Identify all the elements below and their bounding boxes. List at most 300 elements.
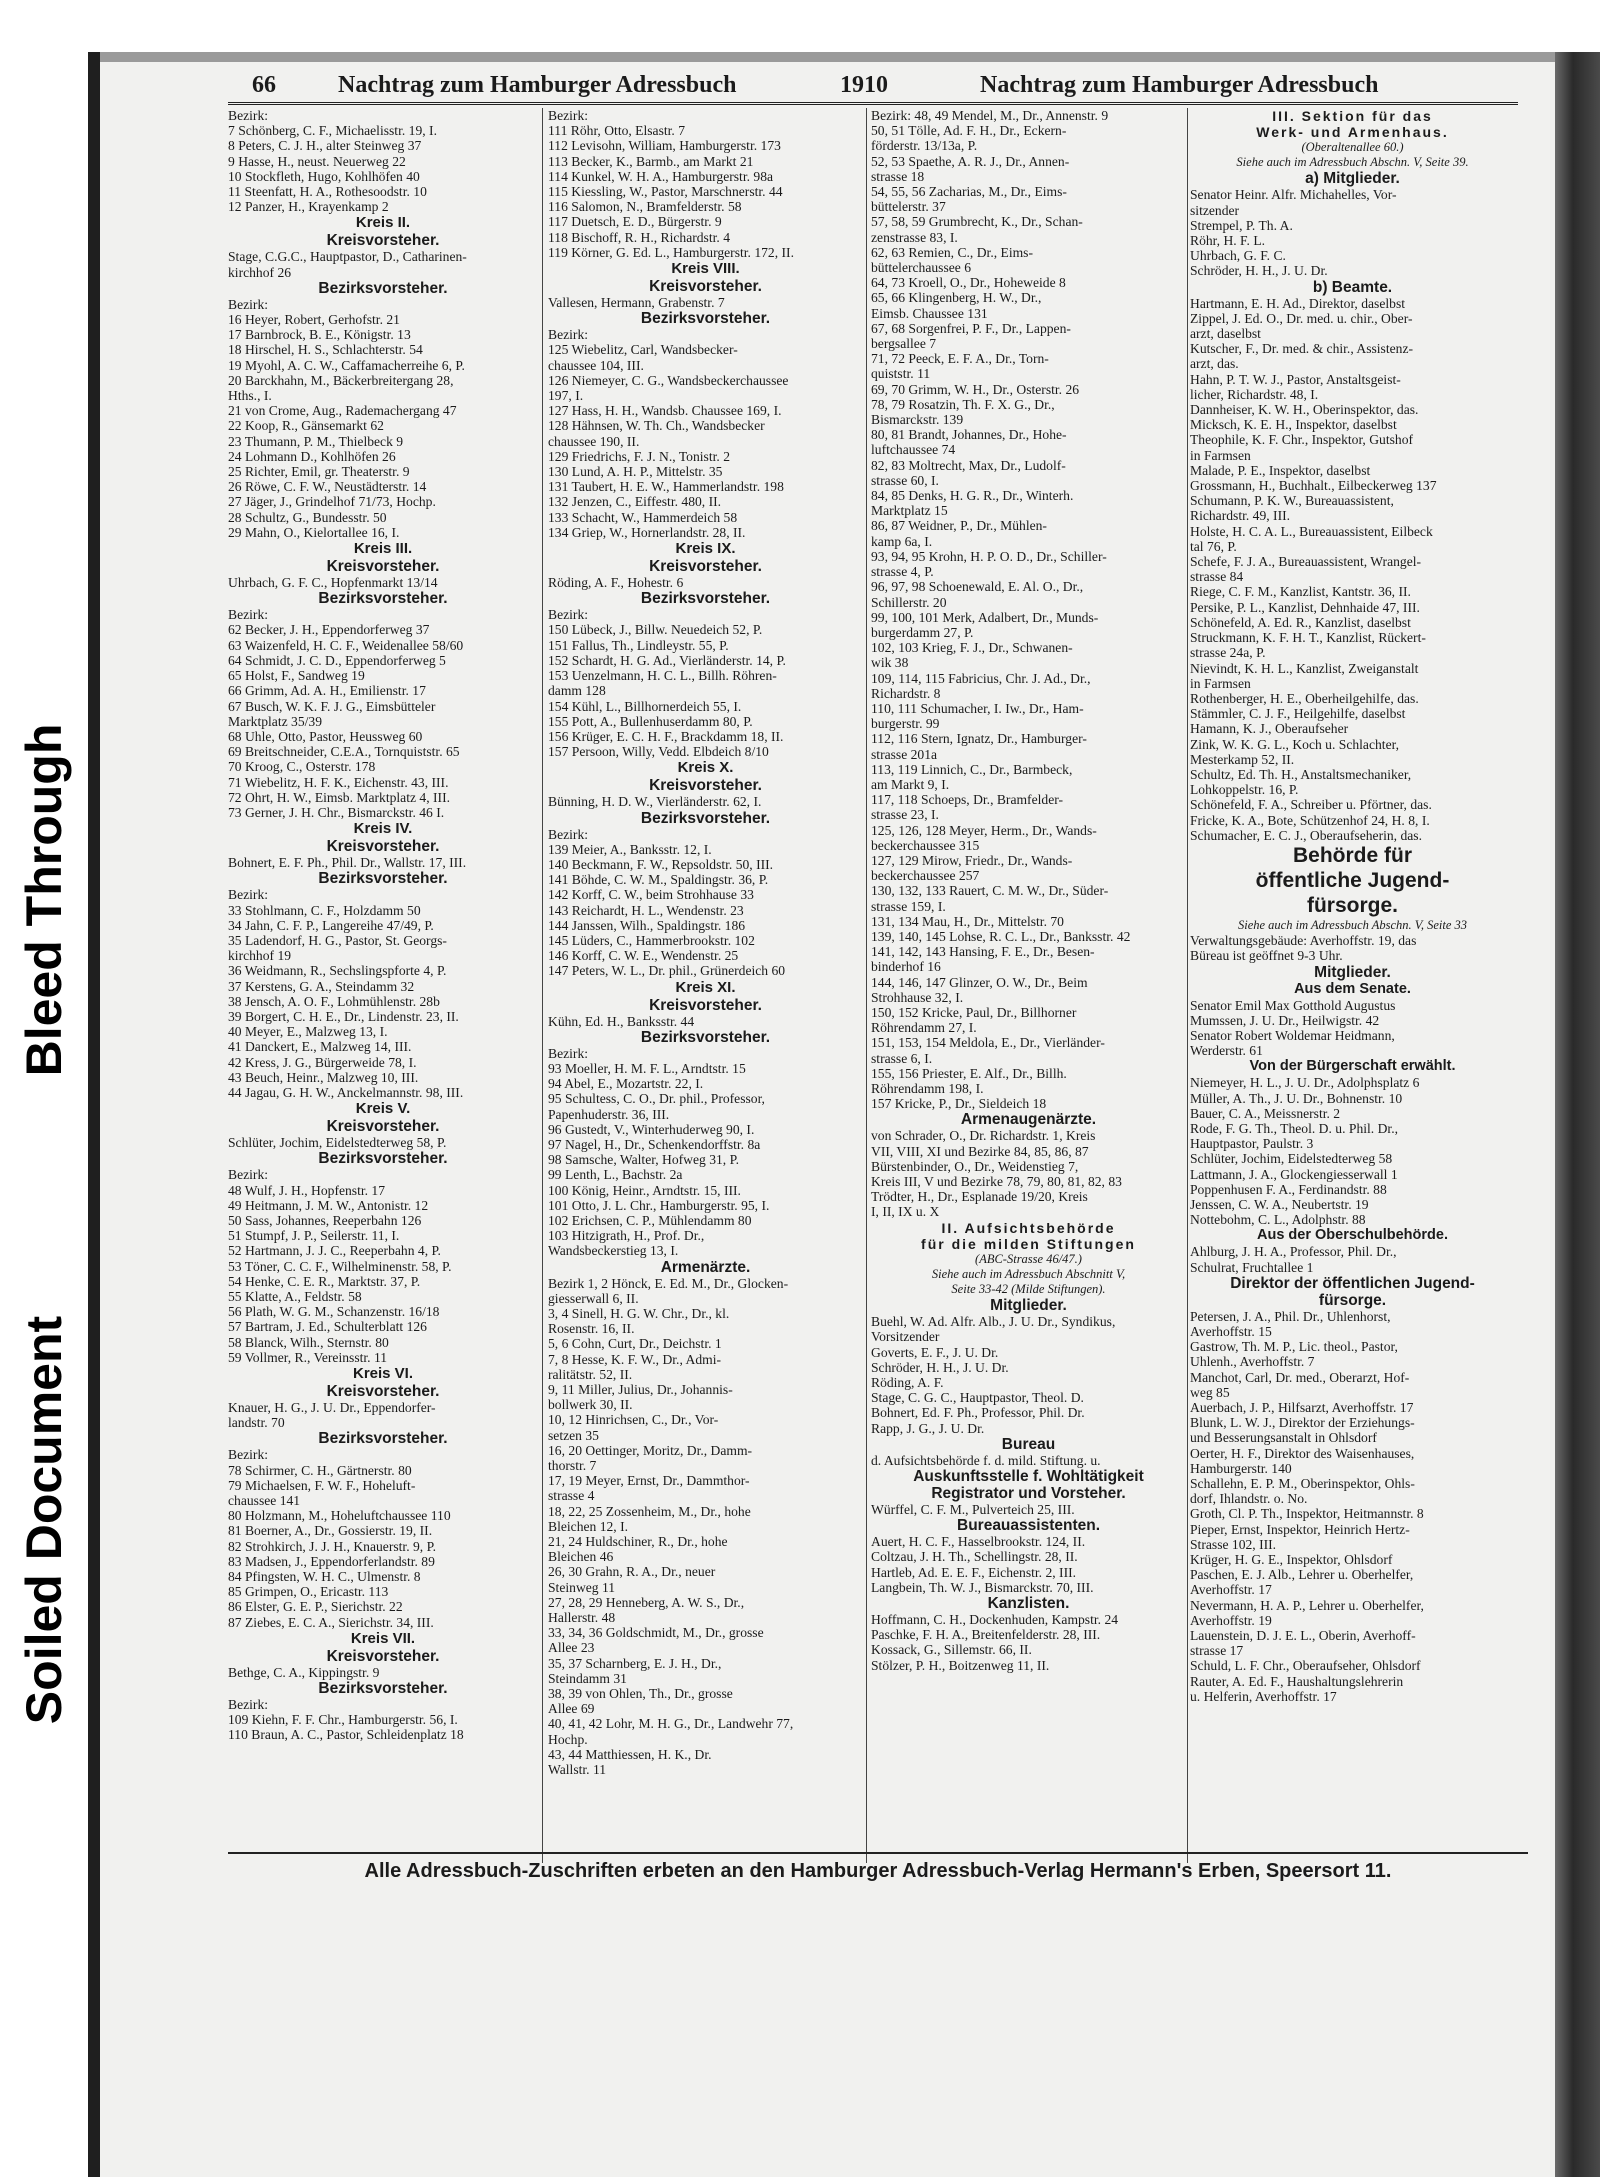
entry-line: 66 Grimm, Ad. A. H., Emilienstr. 17	[228, 683, 426, 699]
major-heading: öffentliche Jugend-	[1255, 868, 1450, 892]
subsection-heading: Von der Bürgerschaft erwählt.	[1249, 1058, 1456, 1075]
entry-line: 142 Korff, C. W., beim Strohhause 33	[548, 887, 754, 903]
entry-line: 102, 103 Krieg, F. J., Dr., Schwanen-	[871, 640, 1073, 656]
column-rule	[866, 108, 867, 1863]
entry-line: 101 Otto, J. L. Chr., Hamburgerstr. 95, I.	[548, 1197, 770, 1213]
entry-line: 35, 37 Scharnberg, E. J. H., Dr.,	[548, 1655, 722, 1671]
header-title-right: Nachtrag zum Hamburger Adressbuch	[980, 72, 1379, 98]
entry-line: strasse 23, I.	[871, 807, 939, 823]
entry-line: Rode, F. G. Th., Theol. D. u. Phil. Dr.,	[1190, 1120, 1398, 1136]
entry-line: 48 Wulf, J. H., Hopfenstr. 17	[228, 1182, 386, 1198]
entry-line: Uhlenh., Averhoffstr. 7	[1190, 1354, 1315, 1370]
entry-line: 95 Schultess, C. O., Dr. phil., Professor,	[548, 1091, 765, 1107]
entry-line: 152 Schardt, H. G. Ad., Vierländerstr. 14, P.	[548, 652, 786, 668]
subsection-heading: Aus dem Senate.	[1294, 980, 1411, 997]
entry-line: 96 Gustedt, V., Winterhuderweg 90, I.	[548, 1121, 755, 1137]
entry-line: Bethge, C. A., Kippingstr. 9	[228, 1664, 380, 1680]
entry-line: 197, I.	[548, 388, 584, 404]
entry-line: Persike, P. L., Kanzlist, Dehnhaide 47, III.	[1190, 599, 1420, 615]
entry-line: 18 Hirschel, H. S., Schlachterstr. 54	[228, 342, 423, 358]
entry-line: 156 Krüger, E. C. H. F., Brackdamm 18, II.	[548, 728, 784, 744]
entry-line: 151, 153, 154 Meldola, E., Dr., Vierländer-	[871, 1035, 1105, 1051]
entry-line: 129 Friedrichs, F. J. N., Tonistr. 2	[548, 448, 730, 464]
entry-line: Bürstenbinder, O., Dr., Weidenstieg 7,	[871, 1158, 1079, 1174]
page-header	[228, 68, 1518, 105]
entry-line: Bezirk:	[228, 887, 269, 903]
entry-line: Schefe, F. J. A., Bureauassistent, Wrangel-	[1190, 554, 1422, 570]
kreis-heading: Kreis VII.	[350, 1629, 416, 1647]
entry-line: 110 Braun, A. C., Pastor, Schleidenplatz 18	[228, 1727, 464, 1743]
entry-line: 72 Ohrt, H. W., Eimsb. Marktplatz 4, III.	[228, 789, 450, 805]
section-heading: Kreisvorsteher.	[649, 558, 762, 576]
address-note: (ABC-Strasse 46/47.)	[975, 1251, 1082, 1266]
footer-notice: Alle Adressbuch-Zuschriften erbeten an den Hamburger Adressbuch-Verlag Hermann's Erben, Speersort 11.	[228, 1852, 1528, 1883]
entry-line: chaussee 190, II.	[548, 433, 640, 449]
entry-line: Mesterkamp 52, II.	[1190, 751, 1295, 767]
entry-line: 22 Koop, R., Gänsemarkt 62	[228, 418, 384, 434]
entry-line: 59 Vollmer, R., Vereinsstr. 11	[228, 1349, 388, 1365]
entry-line: 93, 94, 95 Krohn, H. P. O. D., Dr., Schiller-	[871, 548, 1107, 564]
entry-line: ralitätstr. 52, II.	[548, 1366, 633, 1382]
entry-line: Rauter, A. Ed. F., Haushaltungslehrerin	[1190, 1673, 1404, 1689]
entry-line: 70 Kroog, C., Osterstr. 178	[228, 759, 376, 775]
entry-line: 44 Jagau, G. H. W., Anckelmannstr. 98, III.	[228, 1084, 464, 1100]
entry-line: I, II, IX u. X	[871, 1204, 940, 1220]
entry-line: 67, 68 Sorgenfrei, P. F., Dr., Lappen-	[871, 320, 1071, 336]
entry-line: Stölzer, P. H., Boitzenweg 11, II.	[871, 1657, 1050, 1673]
entry-line: Röding, A. F.	[871, 1375, 944, 1391]
entry-line: 99, 100, 101 Merk, Adalbert, Dr., Munds-	[871, 609, 1099, 625]
section-heading: b) Beamte.	[1312, 278, 1393, 296]
entry-line: Schönefeld, F. A., Schreiber u. Pförtner, das.	[1190, 797, 1432, 813]
entry-line: Riege, C. F. M., Kanzlist, Kantstr. 36, II.	[1190, 584, 1411, 600]
entry-line: Steindamm 31	[548, 1670, 627, 1686]
section-heading: Kanzlisten.	[987, 1595, 1070, 1613]
entry-line: 82 Strohkirch, J. J. H., Knauerstr. 9, P.	[228, 1538, 437, 1554]
entry-line: Hoffmann, C. H., Dockenhuden, Kampstr. 24	[871, 1612, 1119, 1628]
entry-line: Bezirk:	[548, 607, 589, 623]
scan-left-edge	[88, 52, 100, 2177]
entry-line: 39 Borgert, C. H. E., Dr., Lindenstr. 23, II.	[228, 1008, 459, 1024]
header-year: 1910	[840, 72, 888, 98]
entry-line: Bismarckstr. 139	[871, 412, 964, 428]
entry-line: 20 Barckhahn, M., Bäckerbreitergang 28,	[228, 372, 454, 388]
entry-line: Röhrendamm 27, I.	[871, 1020, 977, 1036]
entry-line: strasse 17	[1190, 1643, 1244, 1659]
entry-line: Eimsb. Chaussee 131	[871, 305, 988, 321]
entry-line: 62, 63 Remien, C., Dr., Eims-	[871, 244, 1033, 260]
entry-line: 80, 81 Brandt, Johannes, Dr., Hohe-	[871, 427, 1067, 443]
entry-line: 64, 73 Kroell, O., Dr., Hoheweide 8	[871, 275, 1066, 291]
entry-line: quiststr. 11	[871, 366, 931, 382]
entry-line: Hamann, K. J., Oberaufseher	[1190, 721, 1349, 737]
section-heading: Kreisvorsteher.	[326, 838, 440, 856]
entry-line: 37 Kerstens, G. A., Steindamm 32	[228, 978, 415, 994]
column-2	[548, 108, 863, 1777]
entry-line: 71 Wiebelitz, H. F. K., Eichenstr. 43, III.	[228, 774, 449, 790]
section-heading: Kreisvorsteher.	[326, 1383, 440, 1401]
entry-line: Poppenhusen F. A., Ferdinandstr. 88	[1190, 1181, 1387, 1197]
column-3	[871, 108, 1186, 1673]
entry-line: Vallesen, Hermann, Grabenstr. 7	[548, 295, 725, 311]
entry-line: 85 Grimpen, O., Ericastr. 113	[228, 1584, 389, 1600]
kreis-heading: Kreis IX.	[675, 540, 736, 558]
entry-line: 51 Stumpf, J. P., Seilerstr. 11, I.	[228, 1228, 400, 1244]
entry-line: 112 Levisohn, William, Hamburgerstr. 173	[548, 138, 781, 154]
section-heading: Bezirksvorsteher.	[318, 279, 448, 297]
entry-line: Auert, H. C. F., Hasselbrookstr. 124, II.	[871, 1534, 1086, 1550]
entry-line: Krüger, H. G. E., Inspektor, Ohlsdorf	[1190, 1552, 1393, 1568]
entry-line: Kühn, Ed. H., Banksstr. 44	[548, 1013, 695, 1029]
entry-line: 117, 118 Schoeps, Dr., Bramfelder-	[871, 792, 1064, 808]
authority-heading: für die milden Stiftungen	[921, 1235, 1136, 1252]
entry-line: Bünning, H. D. W., Vierländerstr. 62, I.	[548, 794, 762, 810]
entry-line: 100 König, Heinr., Arndtstr. 15, III.	[548, 1182, 741, 1198]
entry-line: Kossack, G., Sillemstr. 66, II.	[871, 1642, 1032, 1658]
entry-line: Groth, Cl. P. Th., Inspektor, Heitmannstr. 8	[1190, 1506, 1424, 1522]
entry-line: 117 Duetsch, E. D., Bürgerstr. 9	[548, 214, 722, 230]
entry-line: Nevermann, H. A. P., Lehrer u. Oberhelfer,	[1190, 1597, 1424, 1613]
entry-line: 78 Schirmer, C. H., Gärtnerstr. 80	[228, 1462, 412, 1478]
entry-line: 67 Busch, W. K. F. J. G., Eimsbütteler	[228, 698, 436, 714]
entry-line: 8 Peters, C. J. H., alter Steinweg 37	[228, 138, 422, 154]
entry-line: Zippel, J. Ed. O., Dr. med. u. chir., Ober-	[1190, 310, 1413, 326]
entry-line: 78, 79 Rosatzin, Th. F. X. G., Dr.,	[871, 396, 1055, 412]
section-heading: Kreisvorsteher.	[326, 558, 440, 576]
entry-line: 80 Holzmann, M., Hoheluftchaussee 110	[228, 1508, 451, 1524]
entry-line: Uhrbach, G. F. C., Hopfenmarkt 13/14	[228, 575, 438, 591]
entry-line: strasse 60, I.	[871, 472, 939, 488]
entry-line: 43, 44 Matthiessen, H. K., Dr.	[548, 1746, 712, 1762]
entry-line: 69 Breitschneider, C.E.A., Tornquiststr. 65	[228, 744, 460, 760]
entry-line: 3, 4 Sinell, H. G. W. Chr., Dr., kl.	[548, 1306, 730, 1321]
entry-line: 38 Jensch, A. O. F., Lohmühlenstr. 28b	[228, 993, 440, 1009]
section-heading: Bezirksvorsteher.	[640, 809, 771, 827]
entry-line: Bezirk:	[228, 296, 269, 312]
kreis-heading: Kreis X.	[677, 759, 734, 777]
entry-line: Auerbach, J. P., Hilfsarzt, Averhoffstr. 17	[1190, 1400, 1414, 1416]
entry-line: kamp 6a, I.	[871, 533, 933, 549]
entry-line: Bezirk:	[548, 327, 589, 343]
entry-line: strasse 4	[548, 1488, 595, 1504]
section-heading: Bezirksvorsteher.	[318, 1150, 448, 1168]
entry-line: 115 Kiessling, W., Pastor, Marschnerstr. 44	[548, 184, 783, 200]
entry-line: 113 Becker, K., Barmb., am Markt 21	[548, 153, 754, 169]
entry-line: förderstr. 13/13a, P.	[871, 138, 978, 154]
entry-line: Paschke, F. H. A., Breitenfelderstr. 28, III.	[871, 1627, 1101, 1643]
entry-line: Malade, P. E., Inspektor, daselbst	[1190, 462, 1371, 478]
entry-line: 57 Bartram, J. Ed., Schulterblatt 126	[228, 1319, 427, 1335]
entry-line: büttelerstr. 37	[871, 199, 946, 215]
entry-line: 157 Persoon, Willy, Vedd. Elbdeich 8/10	[548, 744, 769, 760]
entry-line: Hochp.	[548, 1731, 588, 1747]
entry-line: Papenhuderstr. 36, III.	[548, 1106, 670, 1122]
entry-line: Schröder, H. H., J. U. Dr.	[871, 1359, 1009, 1375]
entry-line: strasse 159, I.	[871, 898, 946, 914]
section-heading: Kreisvorsteher.	[649, 777, 762, 795]
entry-line: 58 Blanck, Wilh., Sternstr. 80	[228, 1334, 389, 1350]
entry-line: Micksch, K. E. H., Inspektor, daselbst	[1190, 417, 1397, 433]
entry-line: 33 Stohlmann, C. F., Holzdamm 50	[228, 902, 421, 918]
entry-line: 28 Schultz, G., Bundesstr. 50	[228, 509, 387, 525]
entry-line: 62 Becker, J. H., Eppendorferweg 37	[228, 622, 430, 638]
entry-line: 12 Panzer, H., Krayenkamp 2	[228, 199, 389, 215]
section-heading: Bezirksvorsteher.	[640, 1028, 771, 1046]
entry-line: 21 von Crome, Aug., Rademachergang 47	[228, 403, 457, 419]
entry-line: 126 Niemeyer, C. G., Wandsbeckerchaussee	[548, 372, 789, 388]
entry-line: Marktplatz 35/39	[228, 713, 323, 729]
entry-line: 71, 72 Peeck, E. F. A., Dr., Torn-	[871, 351, 1049, 367]
entry-line: 40 Meyer, E., Malzweg 13, I.	[228, 1024, 388, 1040]
entry-line: 114 Kunkel, W. H. A., Hamburgerstr. 98a	[548, 168, 774, 184]
section-heading: fürsorge.	[1318, 1291, 1387, 1309]
kreis-heading: Kreis II.	[355, 214, 411, 232]
entry-line: 140 Beckmann, F. W., Repsoldstr. 50, III.	[548, 856, 774, 872]
entry-line: 19 Myohl, A. C. W., Caffamacherreihe 6, P.	[228, 357, 465, 373]
reference-note: Siehe auch im Adressbuch Abschnitt V,	[931, 1266, 1126, 1281]
entry-line: Lattmann, J. A., Glockengiesserwall 1	[1190, 1166, 1398, 1182]
entry-line: 25 Richter, Emil, gr. Theaterstr. 9	[228, 464, 410, 480]
entry-line: Schillerstr. 20	[871, 594, 947, 610]
entry-line: Jenssen, C. W. A., Neubertstr. 19	[1190, 1196, 1369, 1212]
entry-line: 87 Ziebes, E. C. A., Sierichstr. 34, III.	[228, 1614, 434, 1630]
entry-line: Bezirk:	[548, 108, 589, 123]
entry-line: von Schrader, O., Dr. Richardstr. 1, Kreis	[871, 1128, 1096, 1144]
entry-line: 151 Fallus, Th., Lindleystr. 55, P.	[548, 637, 729, 653]
entry-line: beckerchaussee 257	[871, 868, 980, 884]
entry-line: 150 Lübeck, J., Billw. Neuedeich 52, P.	[548, 622, 763, 638]
section-heading: Mitglieder.	[990, 1297, 1067, 1315]
entry-line: Lohkoppelstr. 16, P.	[1190, 782, 1299, 798]
section-heading: Armenärzte.	[660, 1258, 751, 1276]
authority-heading: Werk- und Armenhaus.	[1256, 124, 1449, 140]
entry-line: burgerdamm 27, P.	[871, 624, 974, 640]
entry-line: Gastrow, Th. M. P., Lic. theol., Pastor,	[1190, 1339, 1398, 1355]
entry-line: strasse 84	[1190, 569, 1244, 585]
entry-line: 81 Boerner, A., Dr., Gossierstr. 19, II.	[228, 1523, 433, 1539]
entry-line: 131, 134 Mau, H., Dr., Mittelstr. 70	[871, 913, 1064, 929]
entry-line: zenstrasse 83, I.	[871, 229, 958, 245]
section-heading: Registrator und Vorsteher.	[931, 1485, 1126, 1503]
entry-line: 127, 129 Mirow, Friedr., Dr., Wands-	[871, 852, 1073, 868]
entry-line: Marktplatz 15	[871, 503, 948, 519]
entry-line: 82, 83 Moltrecht, Max, Dr., Ludolf-	[871, 457, 1066, 473]
entry-line: Oerter, H. F., Direktor des Waisenhauses,	[1190, 1445, 1415, 1461]
entry-line: 144 Janssen, Wilh., Spaldingstr. 186	[548, 917, 746, 933]
entry-line: chaussee 141	[228, 1493, 301, 1509]
authority-heading: II. Aufsichtsbehörde	[941, 1219, 1116, 1236]
entry-line: 9 Hasse, H., neust. Neuerweg 22	[228, 153, 406, 169]
entry-line: Averhoffstr. 15	[1190, 1324, 1272, 1339]
authority-heading: III. Sektion für das	[1272, 108, 1433, 124]
entry-line: strasse 6, I.	[871, 1050, 933, 1066]
entry-line: Senator Emil Max Gotthold Augustus	[1190, 997, 1396, 1013]
entry-line: in Farmsen	[1190, 675, 1251, 691]
column-4	[1190, 108, 1515, 1704]
subsection-heading: Aus der Oberschulbehörde.	[1257, 1227, 1448, 1244]
section-heading: Kreisvorsteher.	[649, 278, 762, 296]
entry-line: 16, 20 Oettinger, Moritz, Dr., Damm-	[548, 1442, 753, 1458]
entry-line: 56 Plath, W. G. M., Schanzenstr. 16/18	[228, 1304, 440, 1320]
entry-line: Dannheiser, K. W. H., Oberinspektor, das.	[1190, 402, 1419, 418]
entry-line: 84, 85 Denks, H. G. R., Dr., Winterh.	[871, 488, 1074, 504]
entry-line: 26 Röwe, C. F. W., Neustädterstr. 14	[228, 479, 427, 495]
entry-line: bergsallee 7	[871, 336, 937, 352]
entry-line: Bezirk: 48, 49 Mendel, M., Dr., Annenstr. 9	[871, 108, 1109, 123]
entry-line: Paschen, E. J. Alb., Lehrer u. Oberhelfer,	[1190, 1567, 1414, 1583]
section-heading: a) Mitglieder.	[1305, 170, 1400, 188]
entry-line: Steinweg 11	[548, 1579, 616, 1595]
entry-line: 97 Nagel, H., Dr., Schenkendorffstr. 8a	[548, 1136, 761, 1152]
entry-line: 83 Madsen, J., Eppendorferlandstr. 89	[228, 1553, 435, 1569]
entry-line: 65 Holst, F., Sandweg 19	[228, 668, 365, 684]
entry-line: Bezirk:	[228, 1167, 269, 1183]
entry-line: Trödter, H., Dr., Esplanade 19/20, Kreis	[871, 1189, 1088, 1205]
entry-line: Averhoffstr. 17	[1190, 1582, 1272, 1598]
entry-line: arzt, daselbst	[1190, 326, 1261, 342]
entry-line: 128 Hähnsen, W. Th. Ch., Wandsbecker	[548, 418, 765, 434]
entry-line: 86, 87 Weidner, P., Dr., Mühlen-	[871, 518, 1047, 534]
scan-top-edge	[100, 52, 1555, 62]
entry-line: bollwerk 30, II.	[548, 1397, 633, 1413]
entry-line: 41 Danckert, E., Malzweg 14, III.	[228, 1039, 412, 1055]
entry-line: Müller, A. Th., J. U. Dr., Bohnenstr. 10	[1190, 1090, 1403, 1106]
entry-line: Schuld, L. F. Chr., Oberaufseher, Ohlsdorf	[1190, 1658, 1421, 1674]
section-heading: Kreisvorsteher.	[326, 1647, 440, 1665]
entry-line: 68 Uhle, Otto, Pastor, Heussweg 60	[228, 728, 423, 744]
entry-line: 73 Gerner, J. H. Chr., Bismarckstr. 46 I.	[228, 804, 445, 820]
entry-line: Bezirk:	[228, 1697, 269, 1713]
entry-line: Holste, H. C. A. L., Bureauassistent, Eilbeck	[1190, 523, 1433, 539]
entry-line: Hahn, P. T. W. J., Pastor, Anstaltsgeist-	[1190, 371, 1401, 387]
entry-line: u. Helferin, Averhoffstr. 17	[1190, 1688, 1337, 1704]
entry-line: Schallehn, E. P. M., Oberinspektor, Ohls-	[1190, 1476, 1415, 1492]
entry-line: Zink, W. K. G. L., Koch u. Schlachter,	[1190, 736, 1399, 752]
entry-line: Schumacher, E. C. J., Oberaufseherin, das.	[1190, 827, 1422, 843]
entry-line: Niemeyer, H. L., J. U. Dr., Adolphsplatz 6	[1190, 1075, 1420, 1091]
section-heading: Bezirksvorsteher.	[318, 1430, 448, 1448]
entry-line: Langbein, Th. W. J., Bismarckstr. 70, III.	[871, 1579, 1094, 1595]
entry-line: Schultz, Ed. Th. H., Anstaltsmechaniker,	[1190, 766, 1412, 782]
entry-line: Senator Heinr. Alfr. Michahelles, Vor-	[1190, 187, 1397, 203]
entry-line: strasse 201a	[871, 746, 938, 762]
entry-line: Bezirk:	[228, 607, 269, 623]
entry-line: Uhrbach, G. F. C.	[1190, 248, 1286, 264]
soiled-document-label: Soiled Document	[16, 1315, 72, 1725]
column-1	[228, 108, 538, 1743]
entry-line: 130 Lund, A. H. P., Mittelstr. 35	[548, 464, 723, 480]
entry-line: Manchot, Carl, Dr. med., Oberarzt, Hof-	[1190, 1369, 1410, 1385]
entry-line: Röhr, H. F. L.	[1190, 233, 1266, 249]
entry-line: Würffel, C. F. M., Pulverteich 25, III.	[871, 1502, 1075, 1518]
entry-line: Schönefeld, A. Ed. R., Kanzlist, daselbst	[1190, 614, 1411, 630]
column-rule	[542, 108, 543, 1863]
entry-line: 139, 140, 145 Lohse, R. C. L., Dr., Banksstr. 42	[871, 928, 1131, 944]
entry-line: Senator Robert Woldemar Heidmann,	[1190, 1027, 1395, 1043]
page-number: 66	[252, 72, 276, 98]
entry-line: in Farmsen	[1190, 447, 1251, 463]
entry-line: Stage, C.G.C., Hauptpastor, D., Catharinen-	[228, 249, 467, 265]
entry-line: Theophile, K. F. Chr., Inspektor, Gutshof	[1190, 432, 1414, 448]
entry-line: Ahlburg, J. H. A., Professor, Phil. Dr.,	[1190, 1244, 1397, 1260]
page-content	[228, 68, 1518, 1968]
entry-line: Bleichen 46	[548, 1549, 614, 1565]
entry-line: Knauer, H. G., J. U. Dr., Eppendorfer-	[228, 1400, 436, 1416]
entry-line: 49 Heitmann, J. M. W., Antonistr. 12	[228, 1197, 429, 1213]
entry-line: 54, 55, 56 Zacharias, M., Dr., Eims-	[871, 184, 1067, 200]
entry-line: 65, 66 Klingenberg, H. W., Dr.,	[871, 290, 1042, 306]
reference-note: Seite 33-42 (Milde Stiftungen).	[951, 1282, 1106, 1297]
entry-line: Grossmann, H., Buchhalt., Eilbeckerweg 137	[1190, 478, 1437, 494]
entry-line: Vorsitzender	[871, 1329, 940, 1345]
entry-line: Wandsbeckerstieg 13, I.	[548, 1243, 679, 1259]
entry-line: 52 Hartmann, J. J. C., Reeperbahn 4, P.	[228, 1243, 441, 1259]
entry-line: 50 Sass, Johannes, Reeperbahn 126	[228, 1212, 422, 1228]
entry-line: Rothenberger, H. E., Oberheilgehilfe, das.	[1190, 690, 1419, 706]
entry-line: Schlüter, Jochim, Eidelstedterweg 58	[1190, 1151, 1393, 1167]
entry-line: Bohnert, Ed. F. Ph., Professor, Phil. Dr.	[871, 1405, 1085, 1421]
entry-line: 116 Salomon, N., Bramfelderstr. 58	[548, 199, 742, 215]
section-heading: Kreisvorsteher.	[326, 1118, 440, 1136]
entry-line: 102 Erichsen, C. P., Mühlendamm 80	[548, 1212, 752, 1228]
entry-line: Bauer, C. A., Meissnerstr. 2	[1190, 1105, 1341, 1121]
entry-line: burgerstr. 99	[871, 716, 940, 732]
entry-line: Pieper, Ernst, Inspektor, Heinrich Hertz-	[1190, 1521, 1410, 1537]
entry-line: d. Aufsichtsbehörde f. d. mild. Stiftung. u.	[871, 1452, 1101, 1468]
entry-line: 18, 22, 25 Zossenheim, M., Dr., hohe	[548, 1503, 751, 1519]
entry-line: 21, 24 Huldschiner, R., Dr., hohe	[548, 1534, 728, 1550]
entry-line: VII, VIII, XI und Bezirke 84, 85, 86, 87	[871, 1143, 1089, 1159]
entry-line: Allee 23	[548, 1640, 595, 1656]
entry-line: Hartleb, Ad. E. E. F., Eichenstr. 2, III.	[871, 1564, 1077, 1580]
section-heading: Kreisvorsteher.	[649, 996, 762, 1014]
entry-line: am Markt 9, I.	[871, 776, 950, 792]
kreis-heading: Kreis V.	[355, 1100, 411, 1118]
entry-line: 7 Schönberg, C. F., Michaelisstr. 19, I.	[228, 123, 437, 139]
entry-line: Kreis III, V und Bezirke 78, 79, 80, 81, 82, 83	[871, 1174, 1122, 1190]
entry-line: 53 Töner, C. C. F., Wilhelminenstr. 58, P.	[228, 1258, 452, 1274]
entry-line: Hths., I.	[228, 388, 272, 404]
entry-line: 63 Waizenfeld, H. C. F., Weidenallee 58/60	[228, 637, 464, 653]
entry-line: 79 Michaelsen, F. W. F., Hoheluft-	[228, 1477, 416, 1493]
entry-line: Röhrendamm 198, I.	[871, 1081, 984, 1096]
entry-line: 150, 152 Kricke, Paul, Dr., Billhorner	[871, 1004, 1077, 1020]
entry-line: 157 Kricke, P., Dr., Sieldeich 18	[871, 1096, 1047, 1112]
entry-line: und Besserungsanstalt in Ohlsdorf	[1190, 1430, 1377, 1446]
entry-line: strasse 4, P.	[871, 564, 934, 580]
entry-line: 64 Schmidt, J. C. D., Eppendorferweg 5	[228, 652, 446, 668]
entry-line: Bezirk:	[548, 1045, 589, 1061]
entry-line: 54 Henke, C. E. R., Marktstr. 37, P.	[228, 1273, 421, 1289]
entry-line: 40, 41, 42 Lohr, M. H. G., Dr., Landwehr 77,	[548, 1716, 794, 1732]
header-title-left: Nachtrag zum Hamburger Adressbuch	[338, 72, 737, 98]
entry-line: 133 Schacht, W., Hammerdeich 58	[548, 509, 738, 525]
entry-line: 146 Korff, C. W. E., Wendenstr. 25	[548, 948, 739, 964]
entry-line: Verwaltungsgebäude: Averhoffstr. 19, das	[1190, 933, 1417, 949]
entry-line: 57, 58, 59 Grumbrecht, K., Dr., Schan-	[871, 214, 1083, 230]
kreis-heading: Kreis XI.	[675, 978, 736, 996]
entry-line: 84 Pfingsten, W. H. C., Ulmenstr. 8	[228, 1569, 421, 1585]
entry-line: arzt, das.	[1190, 356, 1239, 372]
major-heading: Behörde für	[1292, 843, 1412, 867]
entry-line: Nievindt, K. H. L., Kanzlist, Zweiganstalt	[1190, 660, 1419, 676]
entry-line: Schröder, H. H., J. U. Dr.	[1190, 263, 1328, 279]
entry-line: Bezirk:	[228, 1447, 269, 1463]
entry-line: setzen 35	[548, 1427, 599, 1443]
entry-line: 24 Lohmann D., Kohlhöfen 26	[228, 448, 396, 464]
entry-line: 52, 53 Spaethe, A. R. J., Dr., Annen-	[871, 153, 1070, 169]
entry-line: Hallerstr. 48	[548, 1610, 616, 1626]
